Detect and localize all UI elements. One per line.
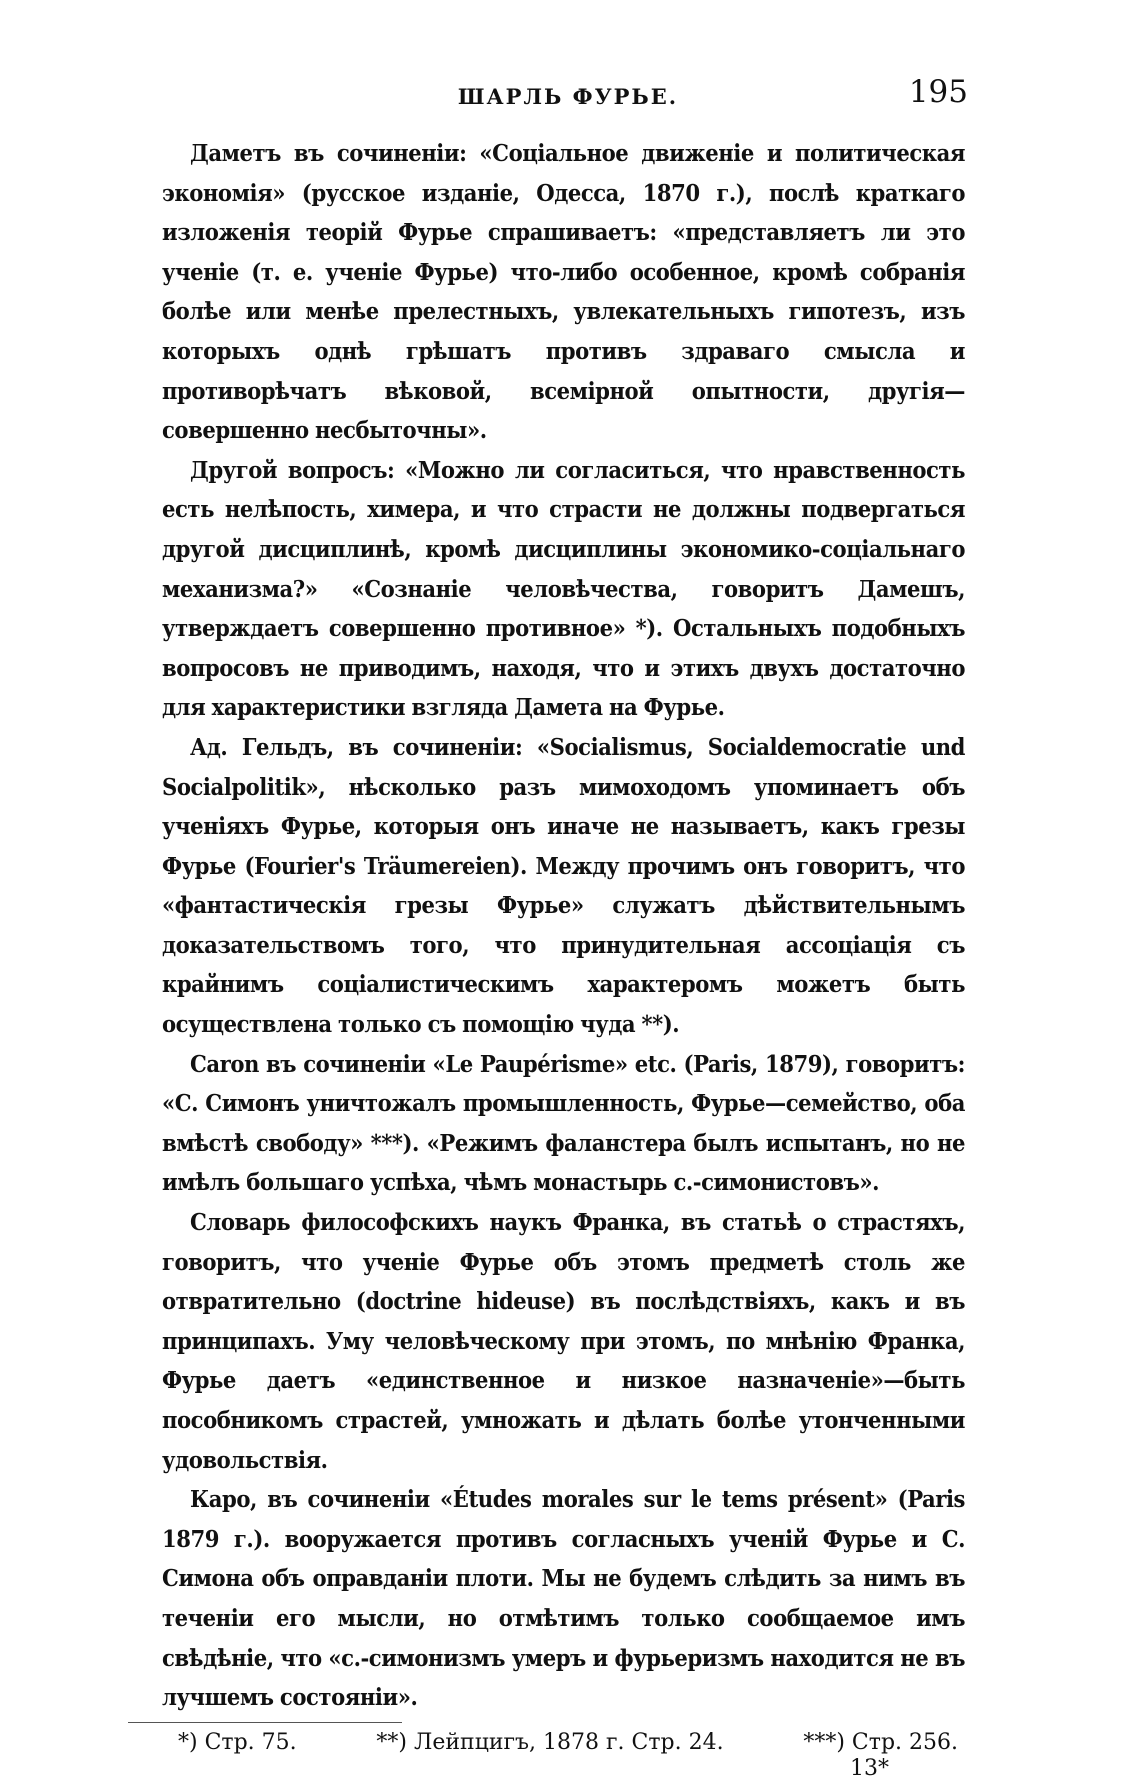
signature-mark: 13* bbox=[850, 1756, 889, 1781]
footnote: **) Лейпцигъ, 1878 г. Стр. 24. bbox=[376, 1730, 724, 1755]
body-text bbox=[162, 134, 965, 1718]
running-head: ШАРЛЬ ФУРЬЕ. bbox=[457, 84, 679, 109]
paragraph: Caron въ сочиненіи «Le Paupérisme» etc. (Paris, 1879), говоритъ: «С. Симонъ уничтожалъ промышленность, Фурье—семейство, оба вмѣстѣ свободу» ***). «Режимъ фаланстера былъ испытанъ, но не имѣлъ большаго успѣха, чѣмъ монастырь с.-симонистовъ». bbox=[162, 1049, 965, 1197]
paragraph: Другой вопросъ: «Можно ли согласиться, что нравственность есть нелѣпость, химера, и что страсти не должны подвергаться другой дисциплинѣ, кромѣ дисциплины экономико-соціальнаго механизма?» «Сознаніе человѣчества, говоритъ Дамешъ, утверждаетъ совершенно противное» *). Остальныхъ подобныхъ вопросовъ не приводимъ, находя, что и этихъ двухъ достаточно для характеристики взгляда Дамета на Фурье. bbox=[162, 455, 965, 722]
paragraph: Каро, въ сочиненіи «Études morales sur le tems présent» (Paris 1879 г.). вооружается противъ согласныхъ ученій Фурье и С. Симона объ оправданіи плоти. Мы не будемъ слѣдить за нимъ въ теченіи его мысли, но отмѣтимъ только сообщаемое имъ свѣдѣніе, что «с.-симонизмъ умеръ и фурьеризмъ находится не въ лучшемъ состояніи». bbox=[162, 1485, 965, 1712]
paragraph: Даметъ въ сочиненіи: «Соціальное движеніе и политическая экономія» (русское изданіе, Одесса, 1870 г.), послѣ краткаго изложенія теорій Фурье спрашиваетъ: «представляетъ ли это ученіе (т. е. ученіе Фурье) что-либо особенное, кромѣ собранія болѣе или менѣе прелестныхъ, увлекательныхъ гипотезъ, изъ которыхъ однѣ грѣшатъ противъ здраваго смысла и противорѣчатъ вѣковой, всемірной опытности, другія—совершенно несбыточны». bbox=[162, 139, 965, 445]
paragraph: Ад. Гельдъ, въ сочиненіи: «Socialismus, Socialdemocratie und Socialpolitik», нѣсколько разъ мимоходомъ упоминаетъ объ ученіяхъ Фурье, которыя онъ иначе не называетъ, какъ грезы Фурье (Fourier's Träumereien). Между прочимъ онъ говоритъ, что «фантастическія грезы Фурье» служатъ дѣйствительнымъ доказательствомъ того, что принудительная ассоціація съ крайнимъ соціалистическимъ характеромъ можетъ быть осуществлена только съ помощію чуда **). bbox=[162, 732, 965, 1039]
paragraph: Словарь философскихъ наукъ Франка, въ статьѣ о страстяхъ, говоритъ, что ученіе Фурье объ этомъ предметѣ столь же отвратительно (doctrine hideuse) въ послѣдствіяхъ, какъ и въ принципахъ. Уму человѣческому при этомъ, по мнѣнію Франка, Фурье даетъ «единственное и низкое назначеніе»—быть пособникомъ страстей, умножать и дѣлать болѣе утонченными удовольствія. bbox=[162, 1208, 965, 1474]
footnote: *) Стр. 75. bbox=[178, 1730, 297, 1755]
footnote-divider bbox=[128, 1722, 402, 1723]
footnote: ***) Стр. 256. bbox=[803, 1730, 958, 1755]
page-number: 195 bbox=[908, 74, 968, 110]
page-header bbox=[168, 74, 968, 114]
footnotes bbox=[178, 1730, 958, 1755]
